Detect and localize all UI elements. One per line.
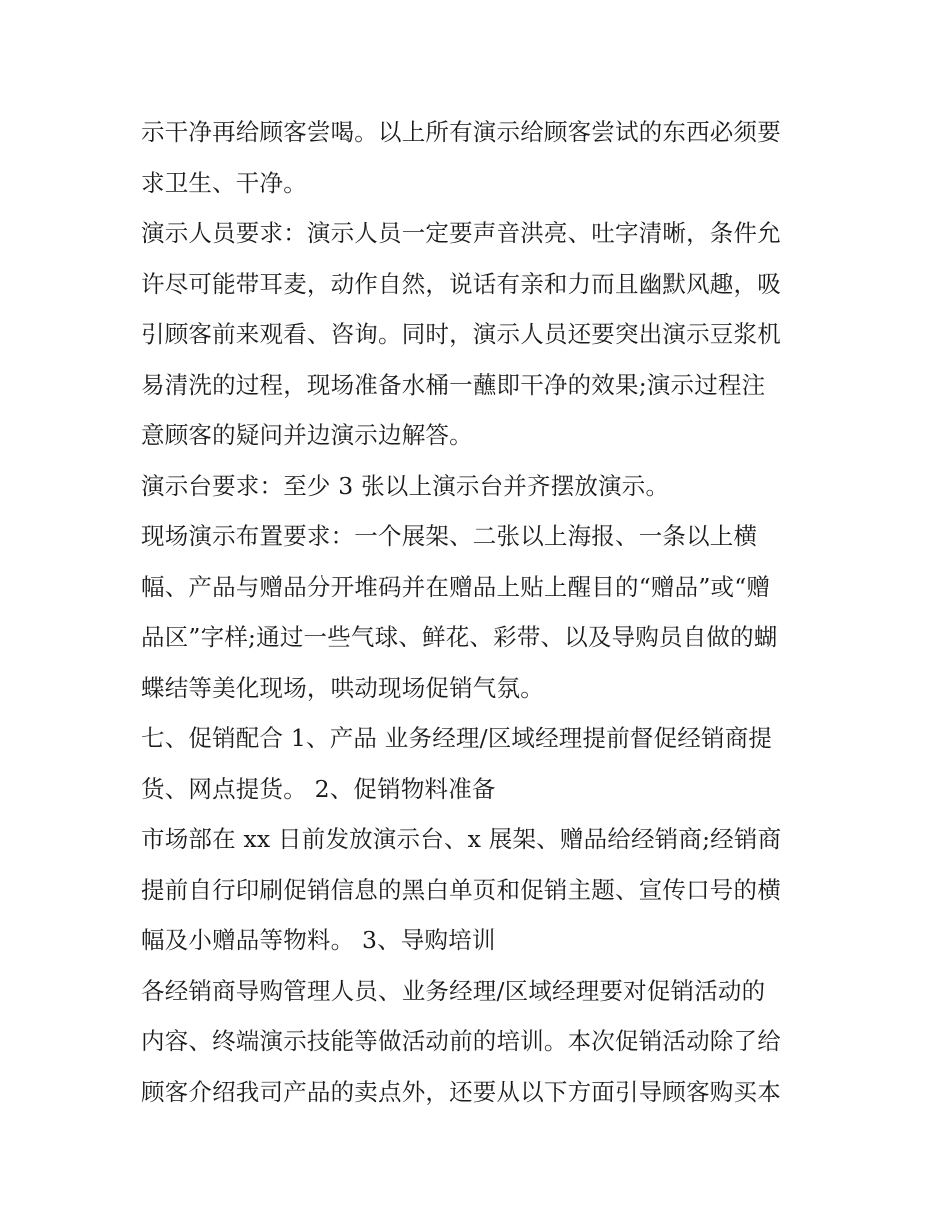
text-line: 现场演示布置要求：一个展架、二张以上海报、一条以上横 bbox=[141, 522, 758, 550]
text-line: 蝶结等美化现场，哄动现场促销气氛。 bbox=[141, 673, 544, 702]
text-line: 求卫生、干净。 bbox=[141, 168, 307, 197]
text-line: 许尽可能带耳麦，动作自然，说话有亲和力而且幽默风趣，吸 bbox=[141, 269, 781, 298]
text-line: 易清洗的过程，现场准备水桶一蘸即干净的效果;演示过程注 bbox=[141, 370, 766, 399]
document-body bbox=[141, 107, 821, 1117]
text-line: 各经销商导购管理人员、业务经理/区域经理要对促销活动的 bbox=[141, 976, 766, 1005]
text-line: 市场部在 xx 日前发放演示台、x 展架、赠品给经销商;经销商 bbox=[141, 825, 782, 853]
text-line: 幅及小赠品等物料。 3、导购培训 bbox=[141, 926, 496, 954]
text-line: 内容、终端演示技能等做活动前的培训。本次促销活动除了给 bbox=[141, 1027, 781, 1055]
text-line: 货、网点提货。 2、促销物料准备 bbox=[141, 774, 496, 803]
text-line: 示干净再给顾客尝喝。以上所有演示给顾客尝试的东西必须要 bbox=[141, 118, 781, 146]
text-line: 提前自行印刷促销信息的黑白单页和促销主题、宣传口号的横 bbox=[141, 875, 781, 904]
text-line: 演示人员要求：演示人员一定要声音洪亮、吐字清晰，条件允 bbox=[141, 219, 781, 247]
text-line: 幅、产品与赠品分开堆码并在赠品上贴上醒目的“赠品”或“赠 bbox=[141, 572, 771, 601]
text-line: 品区”字样;通过一些气球、鲜花、彩带、以及导购员自做的蝴 bbox=[141, 623, 778, 651]
text-line: 引顾客前来观看、咨询。同时，演示人员还要突出演示豆浆机 bbox=[141, 320, 781, 348]
text-line: 意顾客的疑问并边演示边解答。 bbox=[141, 421, 473, 449]
text-line: 演示台要求：至少 3 张以上演示台并齐摆放演示。 bbox=[141, 471, 670, 500]
text-line: 顾客介绍我司产品的卖点外，还要从以下方面引导顾客购买本 bbox=[141, 1077, 781, 1106]
text-line: 七、促销配合 1、产品 业务经理/区域经理提前督促经销商提 bbox=[141, 724, 773, 752]
